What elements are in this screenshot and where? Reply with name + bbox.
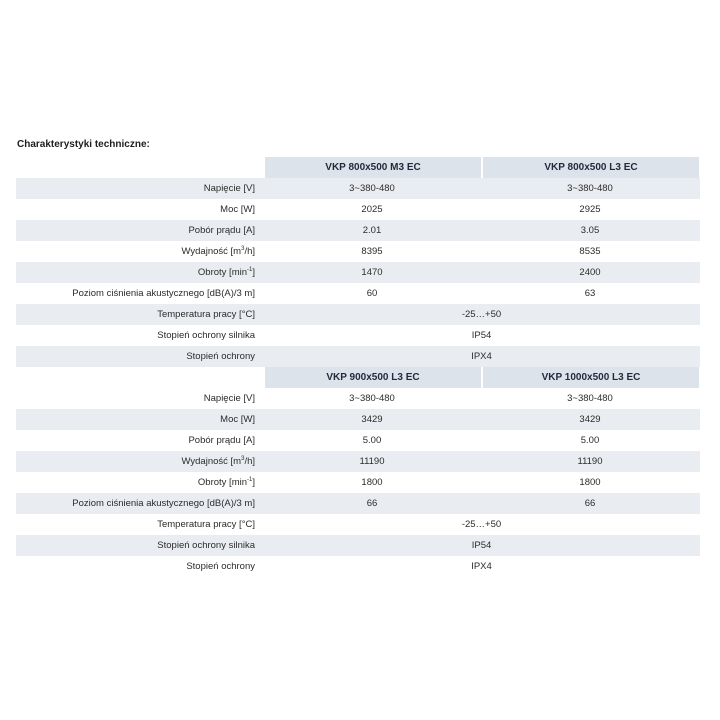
spec-value: 2925 [579,204,601,215]
spec-row-shared [16,325,700,346]
spec-label [16,456,263,467]
model-header: VKP 900x500 L3 EC [265,367,481,388]
spec-value: 3.05 [580,225,600,236]
spec-value: 11190 [359,456,385,467]
spec-value: IP54 [471,330,492,341]
spec-value: 3429 [361,414,383,425]
spec-value: IPX4 [471,351,492,362]
label-text: ] [252,477,255,488]
spec-row-shared [16,514,700,535]
spec-row [16,451,700,472]
spec-label: Stopień ochrony silnika [157,540,255,551]
spec-row [16,493,700,514]
spec-value: -25…+50 [461,309,502,320]
spec-row-shared [16,304,700,325]
label-text: Obroty [min [197,477,248,488]
spec-value: 3~380-480 [567,183,613,194]
spec-value: -25…+50 [461,519,502,530]
spec-row-shared [16,535,700,556]
spec-label [16,246,263,257]
label-text: Obroty [min [197,267,248,278]
spec-value: 3~380-480 [349,183,395,194]
label-text: /h] [244,456,255,467]
spec-value: 2.01 [362,225,382,236]
section-title: Charakterystyki techniczne: [17,139,150,150]
spec-label: Stopień ochrony [186,351,255,362]
spec-value: 1800 [579,477,601,488]
spec-row [16,178,700,199]
spec-label: Stopień ochrony silnika [157,330,255,341]
table-header-row [16,367,700,388]
spec-value: IP54 [471,540,492,551]
spec-row [16,430,700,451]
model-header: VKP 800x500 M3 EC [265,157,481,178]
spec-value: 8535 [579,246,601,257]
spec-label: Pobór prądu [A] [188,225,255,236]
spec-value: 66 [584,498,596,509]
spec-row [16,388,700,409]
spec-row [16,283,700,304]
label-text: /h] [244,246,255,257]
model-header: VKP 800x500 L3 EC [483,157,699,178]
spec-value: 8395 [361,246,383,257]
spec-value: 5.00 [580,435,600,446]
spec-label: Poziom ciśnienia akustycznego [dB(A)/3 m] [72,498,255,509]
spec-value: IPX4 [471,561,492,572]
spec-value: 3429 [579,414,601,425]
spec-label: Moc [W] [220,414,255,425]
spec-label [16,477,263,488]
spec-value: 66 [366,498,378,509]
label-superscript: -1 [247,476,253,483]
spec-value: 60 [366,288,378,299]
label-text: ] [252,267,255,278]
spec-value: 2400 [579,267,601,278]
spec-label: Temperatura pracy [°C] [157,309,255,320]
spec-row [16,220,700,241]
spec-row [16,241,700,262]
label-text: Wydajność [m [181,456,242,467]
spec-table-1 [16,157,700,367]
spec-row [16,262,700,283]
label-superscript: -1 [247,266,253,273]
spec-value: 63 [584,288,596,299]
table-header-row [16,157,700,178]
spec-row-shared [16,346,700,367]
spec-label [16,267,263,278]
spec-label: Temperatura pracy [°C] [157,519,255,530]
spec-table-2 [16,367,700,577]
spec-row [16,199,700,220]
spec-value: 3~380-480 [567,393,613,404]
label-text: Wydajność [m [181,246,242,257]
spec-row-shared [16,556,700,577]
label-superscript: 3 [241,245,245,252]
spec-label: Poziom ciśnienia akustycznego [dB(A)/3 m] [72,288,255,299]
spec-value: 5.00 [362,435,382,446]
spec-label: Pobór prądu [A] [188,435,255,446]
spec-value: 1800 [361,477,383,488]
spec-row [16,409,700,430]
model-header: VKP 1000x500 L3 EC [483,367,699,388]
spec-label: Stopień ochrony [186,561,255,572]
label-superscript: 3 [241,455,245,462]
spec-label: Napięcie [V] [203,183,255,194]
spec-value: 2025 [361,204,383,215]
spec-label: Moc [W] [220,204,255,215]
spec-label: Napięcie [V] [203,393,255,404]
spec-value: 11190 [577,456,603,467]
spec-value: 3~380-480 [349,393,395,404]
spec-value: 1470 [361,267,383,278]
spec-row [16,472,700,493]
